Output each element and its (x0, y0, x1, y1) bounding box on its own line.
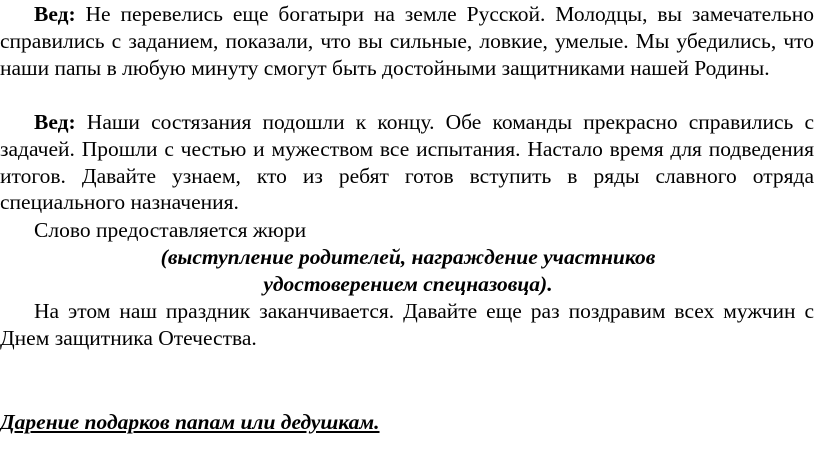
paragraph-host-intro (0, 1, 814, 81)
stage-direction-line-1: (выступление родителей, награждение участников (160, 245, 656, 269)
paragraph-host-conclusion (0, 109, 814, 216)
speaker-label: Вед: (34, 110, 76, 134)
jury-line: Слово предоставляется жюри (34, 218, 307, 242)
closing-heading: Дарение подарков папам или дедушкам. (0, 410, 380, 434)
speaker-label: Вед: (34, 2, 76, 26)
stage-direction-line-2: удостоверением спецназовца). (263, 272, 553, 296)
closing-paragraph: На этом наш праздник заканчивается. Давайте еще раз поздравим всех мужчин с Днем защитника Отечества. (0, 299, 814, 350)
paragraph-text: Не перевелись еще богатыри на земле Русской. Молодцы, вы замечательно справились с заданием, показали, что вы сильные, ловкие, умелые. Мы убедились, что наши папы в любую минуту смогут быть достойными защитниками нашей Родины. (0, 2, 814, 80)
paragraph-text: Наши состязания подошли к концу. Обе команды прекрасно справились с задачей. Прошли с честью и мужеством все испытания. Настало время для подведения итогов. Давайте узнаем, кто из ребят готов вступить в ряды славного отряда специального назначения. (0, 110, 814, 215)
